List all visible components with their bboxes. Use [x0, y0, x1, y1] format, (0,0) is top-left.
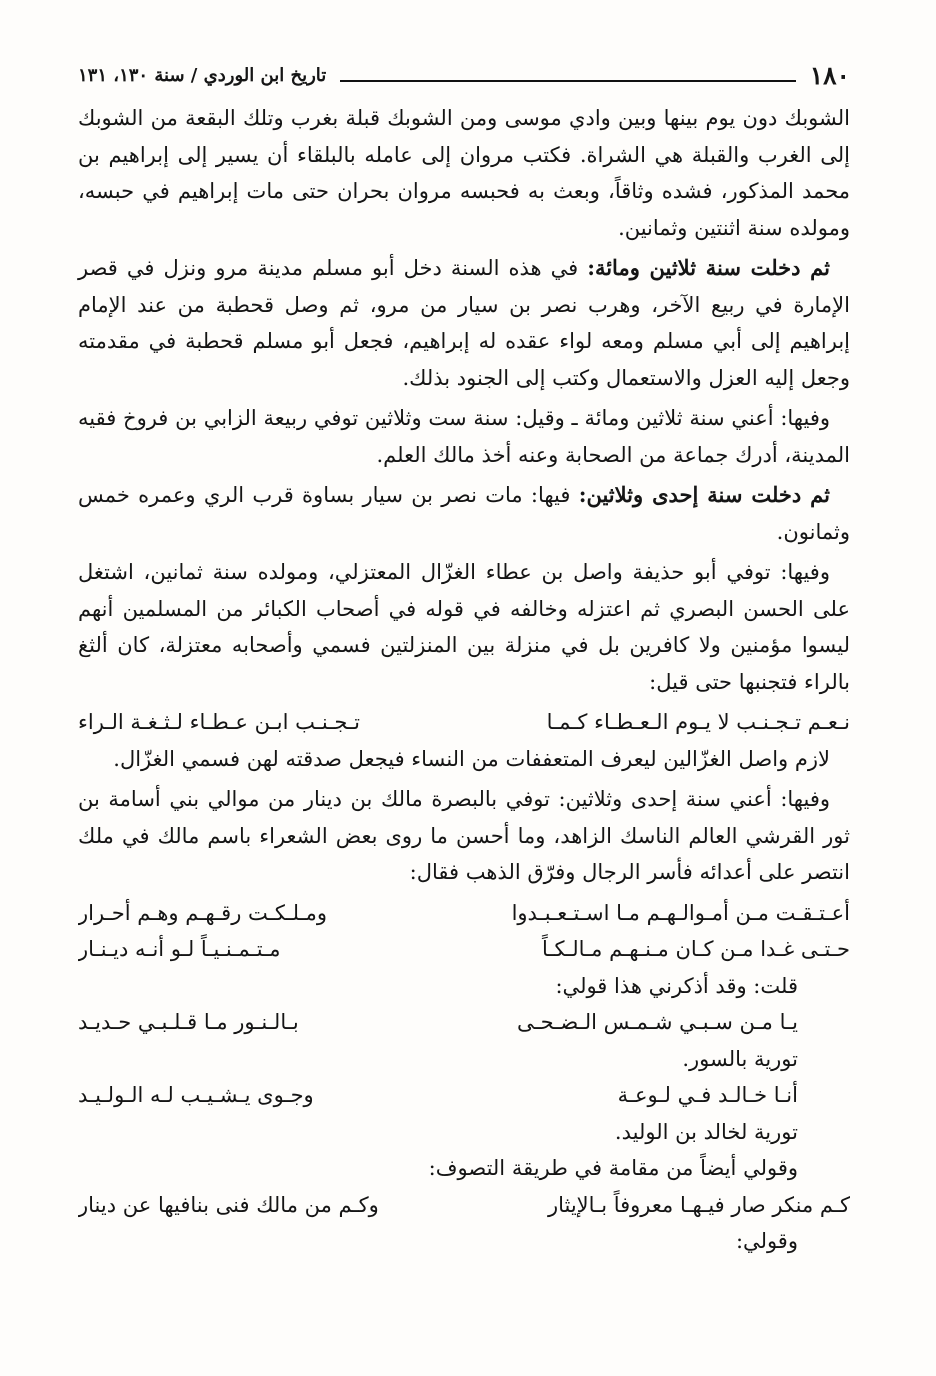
paragraph-wasil: وفيها: توفي أبو حذيفة واصل بن عطاء الغزّال المعتزلي، ومولده سنة ثمانين، اشتغل على الحسن البصري ثم اعتزله وخالفه في قوله في أصحاب الكبائر من المسلمين أنهم ليسوا مؤمنين ولا كافرين بل في منزلة بين المنزلتين فسمي وأصحابه معتزلة، كان ألثغ بالراء فتجنبها حتى قيل:: [78, 560, 850, 694]
paragraph-rabia: وفيها: أعني سنة ثلاثين ومائة ـ وقيل: سنة ست وثلاثين توفي ربيعة الزابي بن فروخ فقيه المدينة، أدرك جماعة من الصحابة وعنه أخذ مالك العلم.: [78, 406, 850, 467]
header-rule: [340, 80, 795, 82]
pun-note-khalid: تورية لخالد بن الوليد.: [614, 1119, 798, 1144]
verse-hemistich: ومـلـكـت رقـهـم وهـم أحـرار: [78, 900, 328, 925]
verse-wasil: [78, 704, 850, 741]
verse-hemistich: حـتـى غـدا مـن كـان مـنـهـم مـالـكـاً: [541, 937, 850, 961]
paragraph-year-130-text: في هذه السنة دخل أبو مسلم مدينة مرو ونزل في قصر الإمارة في ربيع الآخر، وهرب نصر بن سيار من مرو، ثم وصل قحطبة من عند الإمام إبراهيم إلى أبي مسلم ومعه لواء عقده له إبراهيم، فجعل أبو مسلم قحطبة في مقدمته وجعل إليه العزل والاستعمال وكتب إلى الجنود بذلك.: [78, 256, 850, 390]
paragraph-year-131: [78, 477, 850, 550]
verse-hemistich: مـتـمـنـيـاً لـو أنـه ديـنـار: [78, 937, 281, 961]
verse-sufi: [78, 1187, 850, 1224]
paragraph-year-131-text: فيها: مات نصر بن سيار بساوة قرب الري وعمره خمس وثمانون.: [78, 483, 850, 544]
verse-hemistich: أعـتـقـت مـن أمـوالـهـم مـا اسـتـعـبـدوا: [511, 900, 850, 925]
pun-note-sur: تورية بالسور.: [682, 1046, 798, 1071]
verse-sun: [78, 1004, 850, 1041]
verse-hemistich: وجـوى يـشـيـب لـه الـولـيـد: [78, 1083, 314, 1107]
paragraph-ghazzal: لازم واصل الغزّالين ليعرف المتعففات من النساء فيجعل صدقته لهن فسمي الغزّال.: [113, 746, 830, 771]
verse-hemistich: بـالـنـور مـا قـلـبـي حـديـد: [78, 1010, 299, 1034]
running-title: تاريخ ابن الوردي / سنة ١٣٠، ١٣١: [78, 64, 327, 86]
verse-hemistich: يـا مـن سـبـي شـمـس الـضـحـى: [517, 1010, 798, 1034]
quote-intro: قلت: وقد أذكرني هذا قولي:: [555, 973, 798, 998]
verse-hemistich: تـجـنـب ابـن عـطـاء لـثـغـة الـراء: [78, 710, 360, 734]
verse-hemistich: وكـم من مالك فنى بنافيها عن دينار: [78, 1192, 379, 1217]
verse-hemistich: نـعـم تـجـنـب لا يـوم الـعـطـاء كـمـا: [546, 710, 850, 734]
book-page: [78, 56, 850, 1366]
sufi-intro: وقولي أيضاً من مقامة في طريقة التصوف:: [428, 1156, 798, 1180]
running-header: [78, 56, 850, 94]
paragraph-shobak: الشوبك دون يوم بينها وبين وادي موسى ومن الشوبك قبلة بغرب وتلك البقعة من الشوبك إلى الغرب والقبلة هي الشراة. فكتب مروان إلى عامله بالبلقاء أن يسير إلى إبراهيم بن محمد المذكور، فشده وثاقاً، وبعث به فحبسه مروان بحران حتى مات إبراهيم في حبسه، ومولده سنة اثنتين وثمانين.: [78, 106, 850, 240]
closing-quote-intro: وقولي:: [735, 1229, 798, 1253]
paragraph-year-130: [78, 250, 850, 396]
verse-hemistich: كـم منكر صار فيـهـا معروفاً بـالإيثار: [547, 1192, 850, 1217]
verse-khalid: [78, 1077, 850, 1114]
heading-year-130: ثم دخلت سنة ثلاثين ومائة:: [587, 255, 830, 280]
verse-malik-1: [78, 895, 850, 932]
verse-malik-2: [78, 931, 850, 968]
page-number: ١٨٠: [809, 60, 850, 90]
heading-year-131: ثم دخلت سنة إحدى وثلاثين:: [578, 482, 830, 507]
paragraph-malik: وفيها: أعني سنة إحدى وثلاثين: توفي بالبصرة مالك بن دينار من موالي بني أسامة بن ثور القرشي العالم الناسك الزاهد، وما أحسن ما روى بعض الشعراء باسم مالك في ملك انتصر على أعدائه فأسر الرجال وفرّق الذهب فقال:: [78, 787, 850, 884]
verse-hemistich: أنـا خـالـد فـي لـوعـة: [617, 1083, 798, 1107]
